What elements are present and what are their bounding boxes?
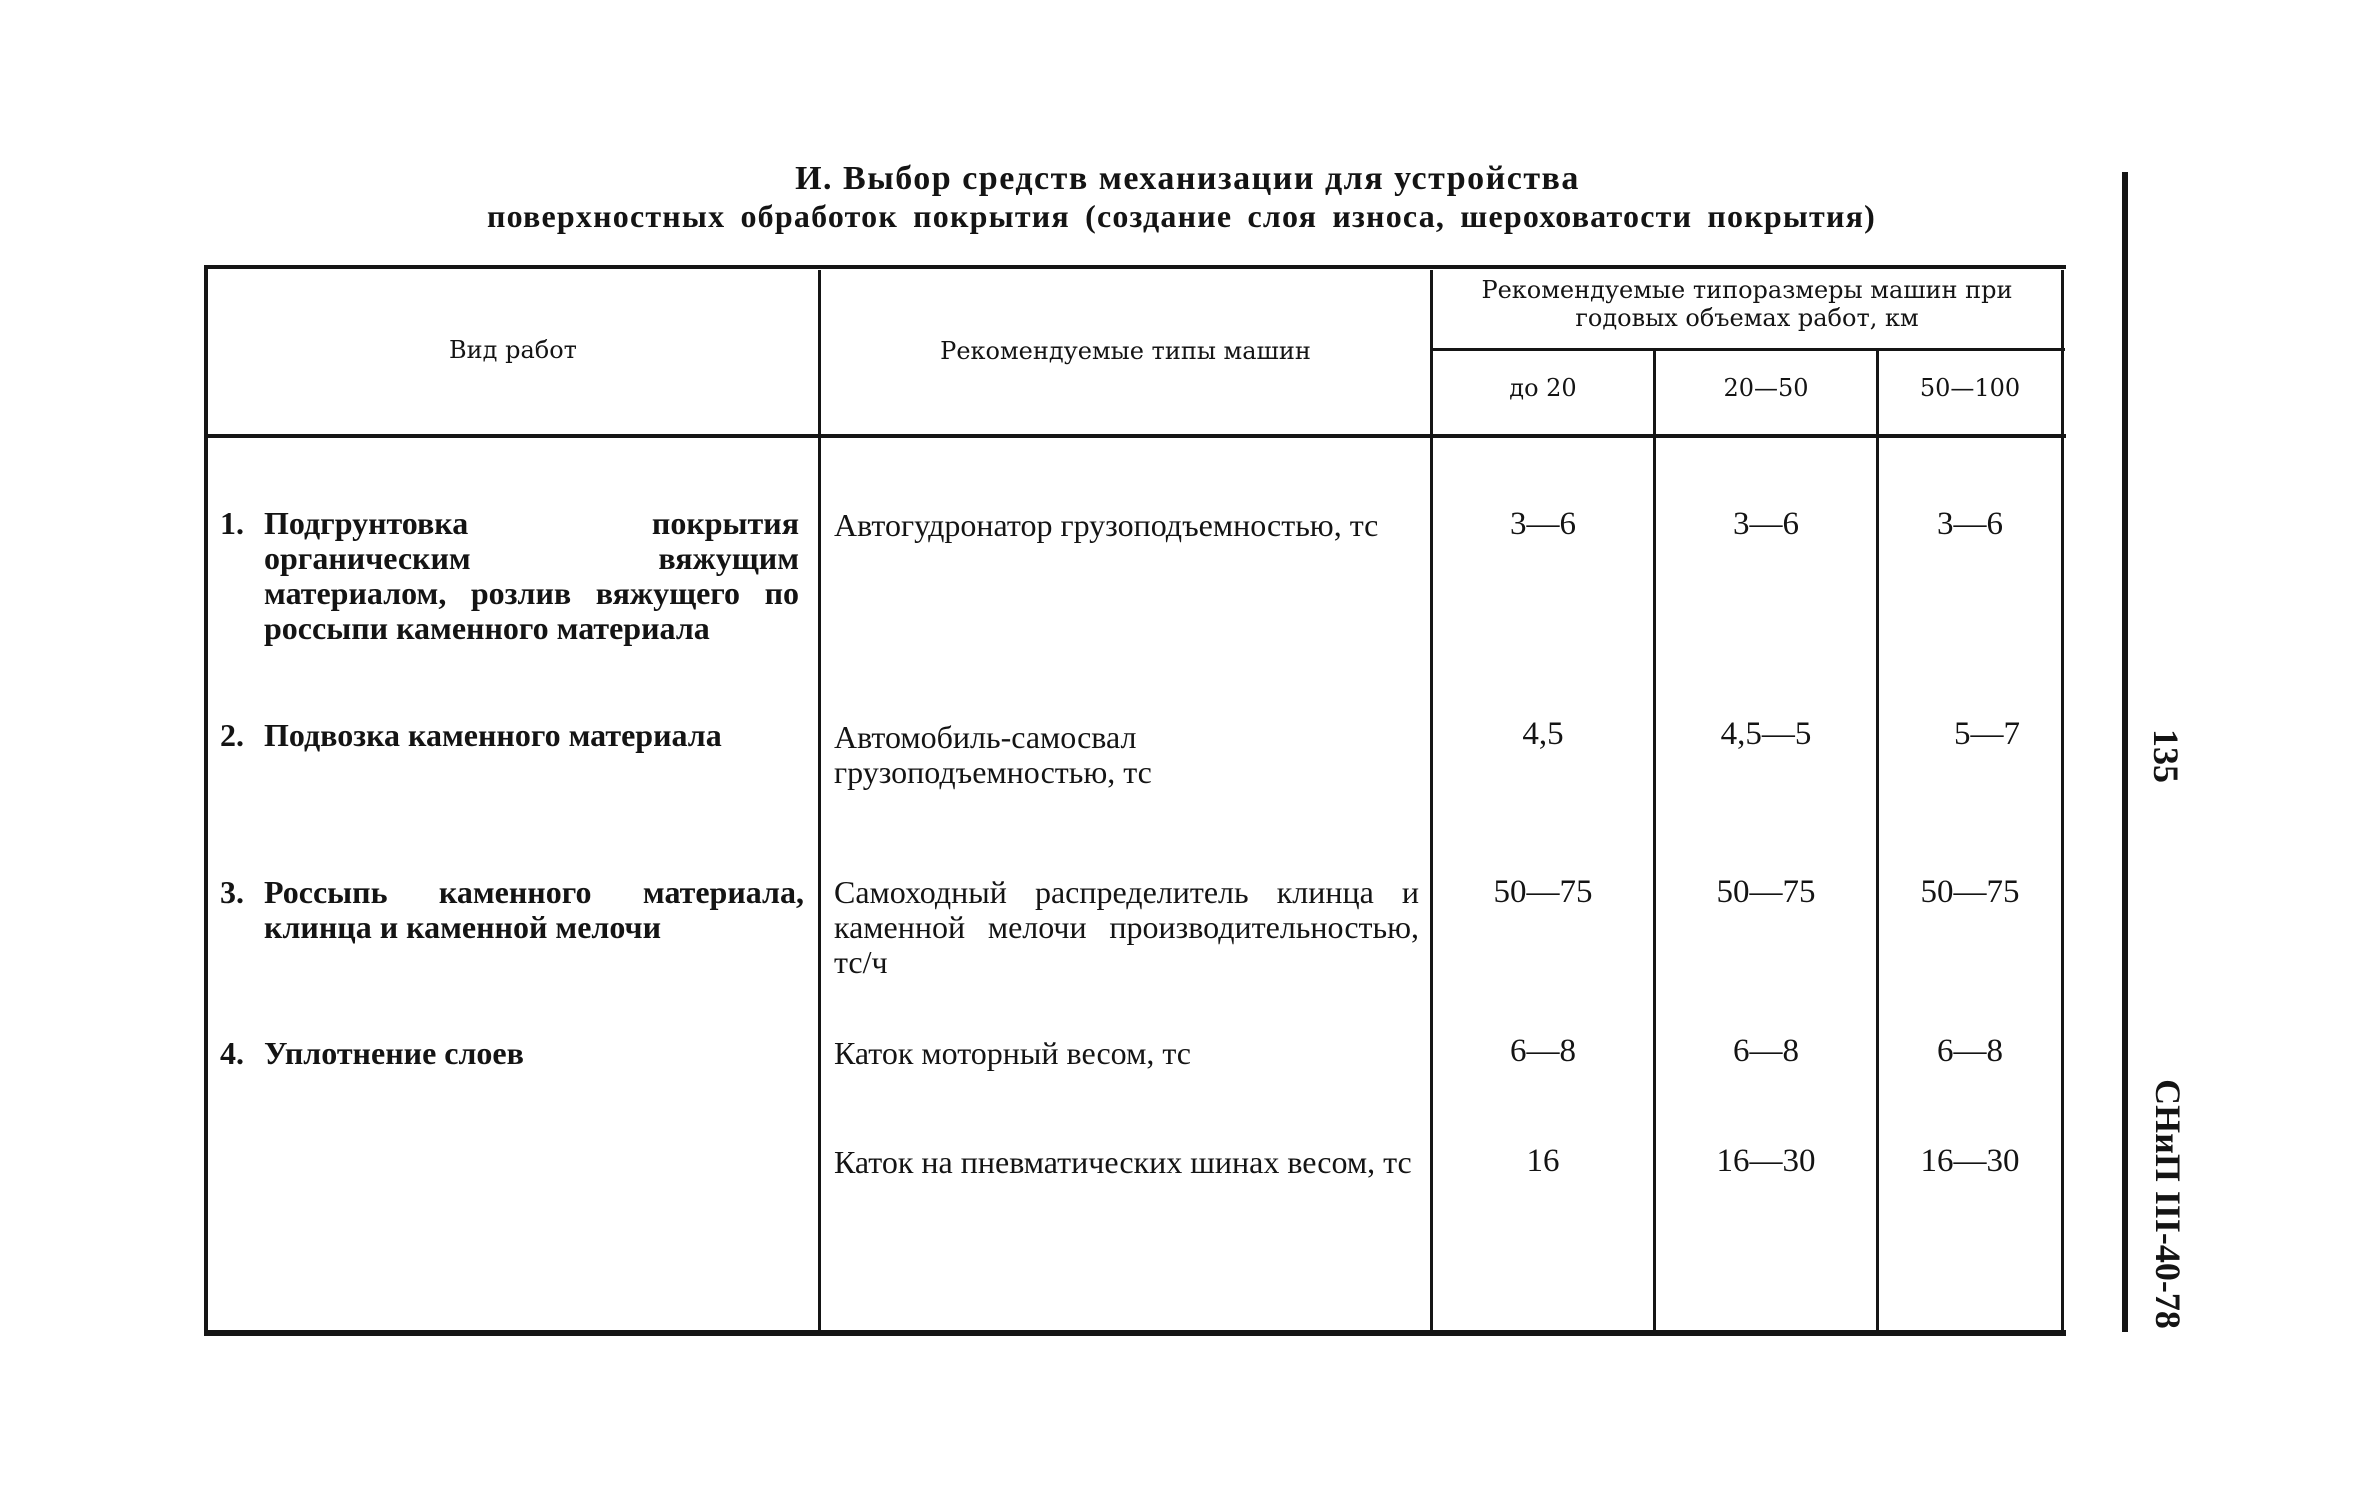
row-3-value-up-to-20: 50—75	[1493, 874, 1593, 910]
row-5-value-up-to-20: 16	[1526, 1143, 1560, 1179]
row-1-value-20-50: 3—6	[1733, 506, 1799, 542]
row-2-value-50-100: 5—7	[1954, 716, 2020, 752]
row-3-machine: Самоходный распределитель клинца и каменной мелочи производительностью, тс/ч	[834, 874, 1419, 980]
row-4-machine: Каток моторный весом, тс	[834, 1035, 1191, 1071]
table-top-rule	[204, 265, 2066, 269]
row-1-work-text: Подгрунтовка покрытия органическим вяжущим материалом, розлив вяжущего по россыпи каменного материала	[264, 505, 799, 646]
header-bottom-rule	[204, 434, 2066, 438]
row-4-work	[220, 1036, 805, 1071]
header-group-divider	[1432, 348, 2065, 351]
row-4-work-text: Уплотнение слоев	[264, 1035, 524, 1071]
table-bottom-rule	[204, 1330, 2066, 1336]
row-1-work	[220, 506, 805, 646]
row-3-value-20-50: 50—75	[1716, 874, 1816, 910]
row-2-work	[220, 718, 805, 753]
row-2-work-text: Подвозка каменного материала	[264, 717, 722, 753]
row-1-machine: Автогудронатор грузоподъемностью, тс	[834, 507, 1379, 543]
row-2-machine: Автомобиль-самосвал грузоподъемностью, тс	[834, 719, 1152, 790]
row-4-value-up-to-20: 6—8	[1510, 1033, 1576, 1069]
column-divider-work-body	[818, 438, 821, 1330]
row-2-value-up-to-20: 4,5	[1522, 716, 1564, 752]
table-right-border	[2061, 270, 2064, 1335]
row-5-machine: Каток на пневматических шинах весом, тс	[834, 1144, 1412, 1180]
header-recommended-sizes: Рекомендуемые типоразмеры машин при годовых объемах работ, км	[1481, 276, 2013, 332]
row-3-work	[220, 875, 805, 945]
row-4-value-50-100: 6—8	[1937, 1033, 2003, 1069]
header-volume-50-100: 50—100	[1919, 374, 2021, 402]
header-work-type: Вид работ	[449, 336, 577, 364]
table-title-line-2: поверхностных обработок покрытия (создание слоя износа, шероховатости покрытия)	[486, 198, 1876, 234]
row-1-number: 1.	[220, 505, 244, 541]
row-3-value-50-100: 50—75	[1920, 874, 2020, 910]
row-5-value-20-50: 16—30	[1716, 1143, 1816, 1179]
row-3-work-text: Россыпь каменного материала, клинца и каменной мелочи	[264, 874, 804, 945]
header-volume-20-50: 20—50	[1723, 374, 1809, 402]
row-3-number: 3.	[220, 874, 244, 910]
row-4-number: 4.	[220, 1035, 244, 1071]
row-2-number: 2.	[220, 717, 244, 753]
row-1-value-up-to-20: 3—6	[1510, 506, 1576, 542]
header-volume-up-to-20: до 20	[1509, 374, 1577, 402]
row-4-value-20-50: 6—8	[1733, 1033, 1799, 1069]
header-machine-types: Рекомендуемые типы машин	[940, 337, 1311, 365]
page-margin-rule	[2122, 172, 2128, 1332]
page-number: 135	[2146, 729, 2186, 783]
table-left-border	[204, 265, 208, 1335]
row-1-value-50-100: 3—6	[1937, 506, 2003, 542]
table-title-line-1: И. Выбор средств механизации для устройства	[795, 160, 1580, 197]
row-2-value-20-50: 4,5—5	[1720, 716, 1812, 752]
row-5-value-50-100: 16—30	[1920, 1143, 2020, 1179]
document-code: СНиП III-40-78	[2148, 1079, 2188, 1329]
